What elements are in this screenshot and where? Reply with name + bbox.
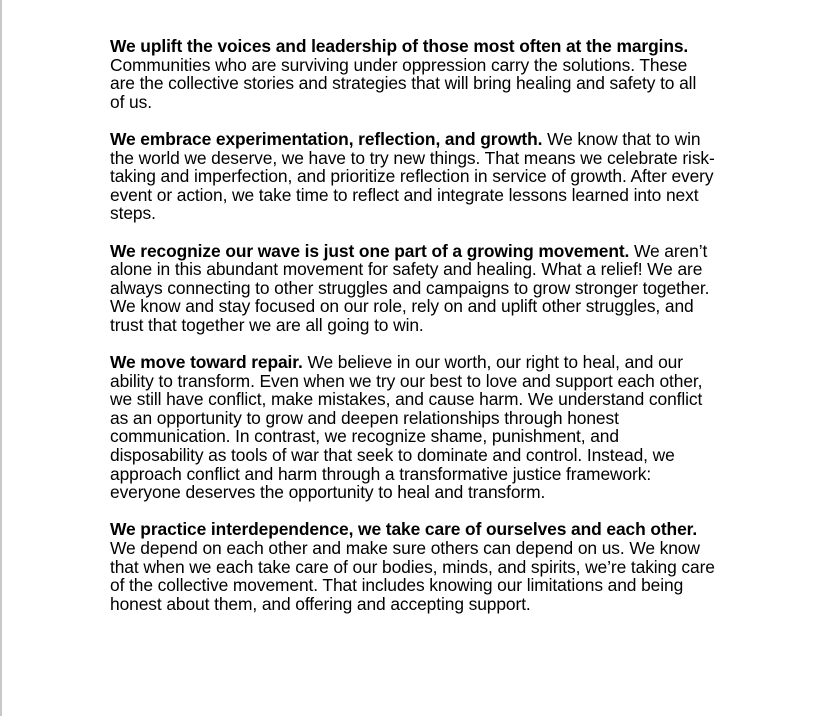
- paragraph-body: We know that to win the world we deserve, we have to try new things. That means we celebrate risk-taking and imperfection, and prioritize reflection in service of growth. After every event or action, we take time to reflect and integrate lessons learned into next steps.: [110, 128, 715, 224]
- paragraph-uplift-voices: [110, 37, 715, 111]
- paragraph-body: Communities who are surviving under oppression carry the solutions. These are the collective stories and strategies that will bring healing and safety to all of us.: [110, 54, 697, 112]
- paragraph-repair: [110, 353, 715, 502]
- paragraph-body: We aren’t alone in this abundant movement for safety and healing. What a relief! We are always connecting to other struggles and campaigns to grow stronger together. We know and stay focused on our role, rely on and uplift other struggles, and trust that together we are all going to win.: [110, 240, 710, 335]
- paragraph-growing-movement: [110, 242, 715, 335]
- paragraph-heading: We move toward repair.: [110, 352, 303, 373]
- viewer-left-border: [0, 0, 2, 716]
- paragraph-heading: We practice interdependence, we take care of ourselves and each other.: [110, 519, 698, 540]
- paragraph-experimentation: [110, 130, 715, 223]
- paragraph-interdependence: [110, 520, 715, 613]
- paragraph-heading: We recognize our wave is just one part of a growing movement.: [110, 240, 630, 261]
- paragraph-heading: We embrace experimentation, reflection, and growth.: [110, 128, 543, 149]
- paragraph-body: We depend on each other and make sure others can depend on us. We know that when we each take care of our bodies, minds, and spirits, we’re taking care of the collective movement. That includes knowing our limitations and being honest about them, and offering and accepting support.: [110, 538, 715, 614]
- document-page: [110, 37, 715, 632]
- paragraph-body: We believe in our worth, our right to heal, and our ability to transform. Even when we try our best to love and support each other, we still have conflict, make mistakes, and cause harm. We understand conflict as an opportunity to grow and deepen relationships through honest communication. In contrast, we recognize shame, punishment, and disposability as tools of war that seek to dominate and control. Instead, we approach conflict and harm through a transformative justice framework: everyone deserves the opportunity to heal and transform.: [110, 352, 703, 503]
- paragraph-heading: We uplift the voices and leadership of those most often at the margins.: [110, 36, 689, 56]
